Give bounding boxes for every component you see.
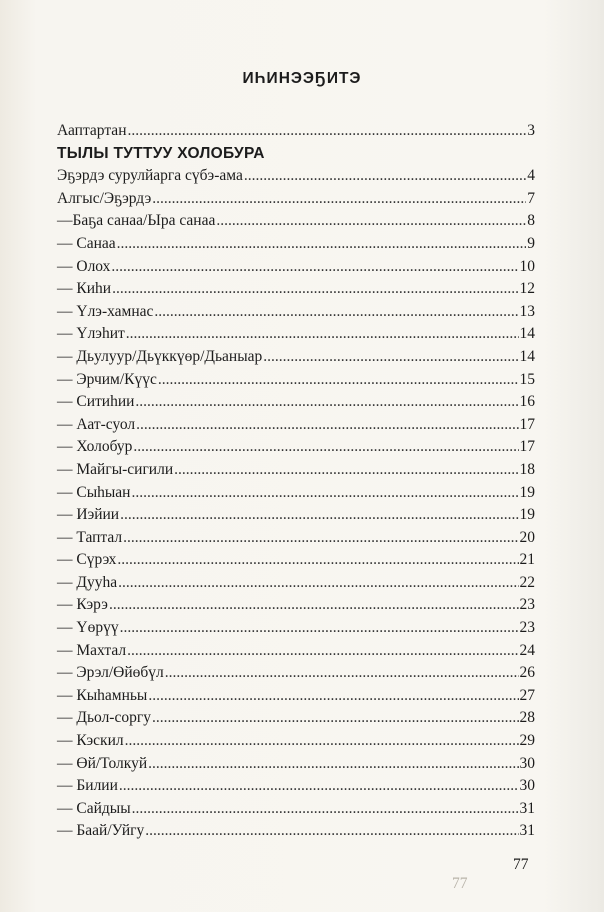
toc-entry bbox=[57, 414, 535, 437]
toc-entry-page: 10 bbox=[519, 257, 535, 275]
toc-entry-page: 18 bbox=[519, 460, 535, 478]
toc-entry-title: — Эрэл/Өйөбүл bbox=[57, 664, 164, 682]
toc-leader-dots bbox=[128, 120, 527, 143]
toc-entry-page: 12 bbox=[519, 280, 535, 298]
toc-entry bbox=[57, 572, 535, 595]
toc-entry-title: — Дууһа bbox=[57, 573, 118, 591]
toc-entry-title: — Билии bbox=[57, 777, 118, 795]
toc-entry bbox=[57, 662, 535, 685]
toc-entry bbox=[57, 730, 535, 753]
toc-entry bbox=[57, 369, 535, 392]
toc-leader-dots bbox=[165, 662, 519, 685]
toc-entry-page: 23 bbox=[519, 596, 535, 614]
toc-entry bbox=[57, 188, 535, 211]
toc-entry-page: 16 bbox=[519, 393, 535, 411]
toc-leader-dots bbox=[133, 436, 518, 459]
toc-entry bbox=[57, 278, 535, 301]
toc-leader-dots bbox=[117, 233, 527, 256]
toc-entry-page: 9 bbox=[527, 234, 535, 252]
toc-entry-title: — Кэскил bbox=[57, 732, 124, 750]
toc-entry-page: 28 bbox=[519, 709, 535, 727]
toc-entry-title: Ааптартан bbox=[57, 122, 127, 139]
toc-leader-dots bbox=[135, 391, 518, 414]
toc-entry-page: 15 bbox=[519, 370, 535, 388]
toc-leader-dots bbox=[120, 617, 519, 640]
toc-entry bbox=[57, 482, 535, 505]
toc-leader-dots bbox=[148, 753, 518, 776]
toc-entry-page: 17 bbox=[519, 415, 535, 433]
toc-entry-title: — Санаа bbox=[57, 234, 116, 252]
toc-entry-title: — Үлэ-хамнас bbox=[57, 302, 154, 320]
toc-entry-page: 13 bbox=[519, 302, 535, 320]
table-of-contents bbox=[57, 120, 535, 843]
toc-leader-dots bbox=[244, 165, 526, 188]
toc-entry-page: 21 bbox=[519, 551, 535, 569]
toc-entry-title: — Майгы-сигили bbox=[57, 460, 174, 478]
toc-entry-title: — Киһи bbox=[57, 280, 112, 298]
toc-entry bbox=[57, 165, 535, 188]
toc-entry-title: — Аат-суол bbox=[57, 415, 136, 433]
toc-leader-dots bbox=[127, 640, 518, 663]
toc-entry-title: — Таптал bbox=[57, 528, 123, 546]
toc-entry bbox=[57, 256, 535, 279]
toc-entry-page: 14 bbox=[519, 347, 535, 365]
toc-entry-title: — Өй/Толкуй bbox=[57, 754, 148, 772]
toc-entry-title: Алгыс/Эҕэрдэ bbox=[57, 189, 152, 207]
toc-entry-page: 26 bbox=[519, 664, 535, 682]
toc-entry-title: — Үөрүү bbox=[57, 619, 119, 637]
toc-entry bbox=[57, 820, 535, 843]
toc-entry bbox=[57, 436, 535, 459]
toc-leader-dots bbox=[111, 256, 518, 279]
toc-entry-title: — Холобур bbox=[57, 438, 133, 456]
toc-entry bbox=[57, 210, 535, 233]
toc-entry bbox=[57, 504, 535, 527]
toc-leader-dots bbox=[152, 707, 519, 730]
toc-leader-dots bbox=[112, 278, 518, 301]
toc-entry-page: 19 bbox=[519, 483, 535, 501]
toc-entry-title: — Баай/Уйгу bbox=[57, 822, 145, 840]
toc-entry-page: 30 bbox=[519, 754, 535, 772]
toc-entry bbox=[57, 617, 535, 640]
page-number: 77 bbox=[513, 856, 529, 873]
toc-leader-dots bbox=[158, 369, 519, 392]
toc-leader-dots bbox=[263, 346, 518, 369]
page-number-faint: 77 bbox=[452, 875, 468, 892]
toc-entry-page: 22 bbox=[519, 573, 535, 591]
toc-entry bbox=[57, 594, 535, 617]
toc-entry-title: — Үлэһит bbox=[57, 325, 125, 343]
toc-leader-dots bbox=[117, 549, 518, 572]
toc-entry-title: — Сайдыы bbox=[57, 799, 131, 817]
toc-entry-title: — Ситиһии bbox=[57, 393, 135, 411]
toc-entry-page: 31 bbox=[519, 822, 535, 840]
toc-entry bbox=[57, 527, 535, 550]
toc-entry-title: — Дьол-соргу bbox=[57, 709, 151, 727]
toc-entry-page: 14 bbox=[519, 325, 535, 343]
toc-leader-dots bbox=[118, 572, 518, 595]
toc-entry bbox=[57, 346, 535, 369]
toc-leader-dots bbox=[109, 594, 519, 617]
page-heading: ИҺИНЭЭҔИТЭ bbox=[242, 70, 362, 87]
toc-leader-dots bbox=[148, 685, 518, 708]
toc-entry-page: 7 bbox=[527, 189, 535, 207]
section-title: ТЫЛЫ ТУТТУУ ХОЛОБУРА bbox=[57, 144, 265, 162]
toc-entry-page: 27 bbox=[519, 686, 535, 704]
toc-entry-title: — Махтал bbox=[57, 641, 127, 659]
toc-leader-dots bbox=[119, 775, 519, 798]
toc-entry-page: 24 bbox=[519, 641, 535, 659]
toc-entry-title: — Эрчим/Күүс bbox=[57, 370, 157, 388]
toc-entry bbox=[57, 120, 535, 143]
toc-entry bbox=[57, 640, 535, 663]
toc-entry bbox=[57, 685, 535, 708]
toc-entry-page: 29 bbox=[519, 732, 535, 750]
toc-entry bbox=[57, 707, 535, 730]
toc-entry-page: 17 bbox=[519, 438, 535, 456]
toc-entry-title: — Иэйии bbox=[57, 506, 120, 524]
toc-entry bbox=[57, 233, 535, 256]
toc-leader-dots bbox=[216, 210, 526, 233]
toc-entry bbox=[57, 775, 535, 798]
toc-entry-page: 19 bbox=[519, 506, 535, 524]
toc-leader-dots bbox=[145, 820, 518, 843]
toc-entry-title: —Баҕа санаа/Ыра санаа bbox=[57, 212, 216, 230]
toc-entry-page: 30 bbox=[519, 777, 535, 795]
toc-entry-page: 3 bbox=[527, 122, 535, 139]
toc-entry bbox=[57, 391, 535, 414]
toc-entry-page: 23 bbox=[519, 619, 535, 637]
toc-entry-page: 4 bbox=[527, 167, 535, 185]
toc-entry-title: Эҕэрдэ сурулйарга сүбэ-ама bbox=[57, 167, 243, 185]
toc-entry-page: 31 bbox=[519, 799, 535, 817]
toc-entry bbox=[57, 323, 535, 346]
toc-entry-title: — Дьулуур/Дьүккүөр/Дьаныар bbox=[57, 347, 263, 365]
toc-leader-dots bbox=[126, 323, 519, 346]
toc-entry bbox=[57, 301, 535, 324]
toc-list bbox=[57, 165, 535, 843]
toc-leader-dots bbox=[123, 527, 518, 550]
toc-leader-dots bbox=[125, 730, 519, 753]
toc-entry bbox=[57, 798, 535, 821]
toc-leader-dots bbox=[132, 798, 519, 821]
toc-entry-title: — Сыһыан bbox=[57, 483, 131, 501]
toc-leader-dots bbox=[120, 504, 518, 527]
toc-entry bbox=[57, 549, 535, 572]
toc-entry-title: — Сүрэх bbox=[57, 551, 117, 569]
toc-entry bbox=[57, 753, 535, 776]
toc-leader-dots bbox=[136, 414, 518, 437]
toc-leader-dots bbox=[174, 459, 518, 482]
toc-leader-dots bbox=[152, 188, 526, 211]
toc-leader-dots bbox=[131, 482, 518, 505]
toc-entry-page: 8 bbox=[527, 212, 535, 230]
toc-entry-title: — Олох bbox=[57, 257, 111, 275]
toc-entry-page: 20 bbox=[519, 528, 535, 546]
toc-entry-title: — Кыһамньы bbox=[57, 686, 148, 704]
toc-entry bbox=[57, 459, 535, 482]
toc-leader-dots bbox=[154, 301, 518, 324]
toc-entry-title: — Кэрэ bbox=[57, 596, 108, 614]
